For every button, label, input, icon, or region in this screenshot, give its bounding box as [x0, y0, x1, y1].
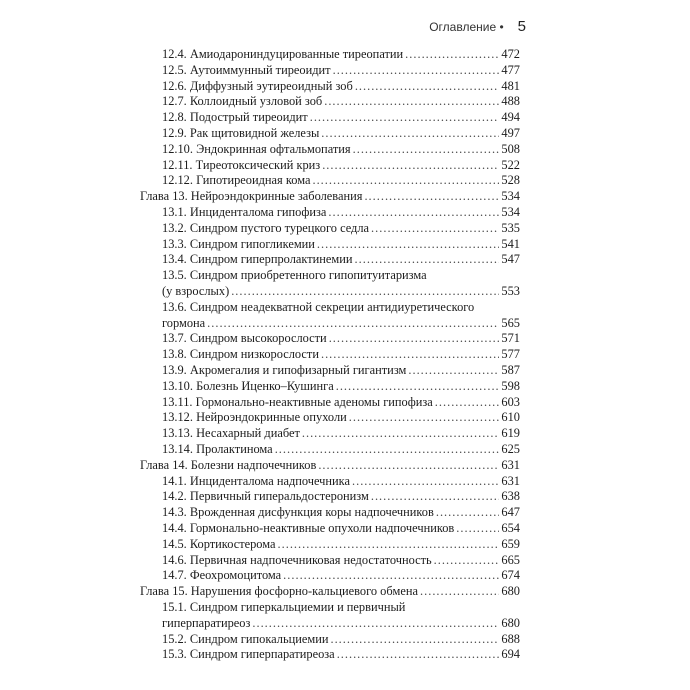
toc-section-entry — [162, 567, 520, 583]
toc-section-entry — [162, 409, 520, 425]
toc-section-entry — [162, 362, 520, 378]
toc-leader-dots — [434, 552, 500, 568]
toc-section-entry — [162, 204, 520, 220]
toc-section-entry — [162, 267, 427, 283]
toc-entry-page: 680 — [501, 584, 520, 599]
toc-entry-label: 12.7. Коллоидный узловой зоб — [162, 94, 323, 109]
toc-entry-label: Глава 14. Болезни надпочечников — [140, 457, 317, 472]
toc-entry-label: 13.14. Пролактинома — [162, 442, 273, 456]
toc-section-entry — [162, 141, 520, 157]
toc-entry-label: 13.4. Синдром гиперпролактинемии — [162, 252, 353, 267]
toc-section-entry — [162, 315, 520, 331]
toc-entry-page: 631 — [501, 473, 520, 488]
toc-entry-label: 13.11. Гормонально-неактивные аденомы гипофиза — [162, 394, 433, 409]
toc-section-entry — [162, 552, 520, 568]
toc-leader-dots — [329, 330, 500, 346]
toc-entry-label: 15.2. Синдром гипокальциемии — [162, 631, 329, 646]
toc-section-entry — [162, 220, 520, 236]
toc-section-entry — [162, 78, 520, 94]
toc-section-entry — [162, 251, 520, 267]
toc-section-entry — [162, 425, 520, 441]
toc-section-entry — [162, 488, 520, 504]
toc-leader-dots — [317, 236, 499, 252]
toc-section-entry — [162, 157, 520, 173]
toc-entry-label: 13.8. Синдром низкорослости — [162, 347, 319, 362]
toc-entry-label: 12.8. Подострый тиреоидит — [162, 110, 308, 125]
toc-entry-page: 674 — [501, 568, 520, 583]
toc-section-entry — [162, 172, 520, 188]
toc-entry-page: 553 — [501, 284, 520, 298]
toc-entry-label: 12.5. Аутоиммунный тиреоидит — [162, 62, 331, 77]
toc-section-entry — [162, 394, 520, 410]
toc-leader-dots — [328, 204, 499, 220]
toc-section-entry — [162, 520, 520, 536]
toc-leader-dots — [231, 283, 499, 299]
toc-section-entry — [162, 299, 474, 315]
toc-leader-dots — [349, 409, 500, 425]
toc-entry-page: 528 — [501, 173, 520, 188]
toc-section-entry — [162, 283, 520, 299]
toc-entry-label: 13.2. Синдром пустого турецкого седла — [162, 220, 370, 235]
toc-leader-dots — [283, 567, 499, 583]
toc-entry-label: 13.10. Болезнь Иценко–Кушинга — [162, 378, 334, 393]
toc-entry-page: 631 — [501, 457, 520, 472]
toc-entry-label: гиперпаратиреоз — [162, 615, 251, 630]
toc-section-entry — [162, 646, 520, 662]
toc-entry-page: 488 — [501, 94, 520, 109]
toc-entry-page: 535 — [501, 220, 520, 235]
toc-entry-label: 12.12. Гипотиреоидная кома — [162, 173, 311, 188]
toc-leader-dots — [420, 583, 499, 599]
toc-leader-dots — [405, 46, 499, 62]
toc-section-entry — [162, 62, 520, 78]
toc-leader-dots — [371, 488, 500, 504]
toc-leader-dots — [436, 504, 500, 520]
toc-entry-label: (у взрослых) — [162, 284, 230, 298]
toc-leader-dots — [278, 536, 500, 552]
toc-leader-dots — [321, 125, 499, 141]
toc-leader-dots — [275, 441, 500, 457]
toc-section-entry — [162, 125, 520, 141]
toc-leader-dots — [435, 394, 500, 410]
toc-section-entry — [162, 504, 520, 520]
toc-entry-page: 565 — [501, 315, 520, 330]
toc-section-entry — [162, 441, 520, 457]
toc-leader-dots — [318, 457, 499, 473]
toc-entry-page: 587 — [501, 363, 520, 377]
toc-entry-page: 680 — [501, 615, 520, 630]
toc-leader-dots — [310, 109, 500, 125]
toc-entry-page: 522 — [501, 157, 520, 172]
toc-leader-dots — [353, 141, 500, 157]
toc-leader-dots — [322, 157, 499, 173]
toc-leader-dots — [355, 78, 500, 94]
toc-entry-page: 625 — [501, 442, 520, 456]
toc-entry-label: 14.5. Кортикостерома — [162, 536, 276, 551]
toc-entry-page: 619 — [501, 426, 520, 441]
toc-leader-dots — [321, 346, 499, 362]
toc-entry-label: 14.4. Гормонально-неактивные опухоли надпочечников — [162, 521, 455, 535]
toc-leader-dots — [337, 646, 500, 662]
toc-entry-label: 14.6. Первичная надпочечниковая недостаточность — [162, 552, 432, 567]
toc-section-entry — [162, 46, 520, 62]
toc-section-entry — [162, 93, 520, 109]
toc-entry-label: 14.1. Инциденталома надпочечника — [162, 473, 351, 488]
toc-entry-page: 665 — [501, 552, 520, 567]
toc-leader-dots — [312, 172, 499, 188]
toc-entry-page: 694 — [501, 647, 520, 662]
toc-section-entry — [162, 615, 520, 631]
running-head-title: Оглавление • — [429, 20, 504, 34]
toc-leader-dots — [371, 220, 499, 236]
toc-section-entry — [162, 631, 520, 647]
toc-entry-page: 541 — [501, 236, 520, 251]
toc-leader-dots — [330, 631, 499, 647]
toc-entry-page: 494 — [501, 110, 520, 125]
toc-entry-page: 577 — [501, 347, 520, 362]
toc-entry-label: 13.6. Синдром неадекватной секреции антидиуретического — [162, 299, 475, 314]
toc-entry-label: 12.6. Диффузный эутиреоидный зоб — [162, 78, 353, 93]
toc-entry-label: 15.3. Синдром гиперпаратиреоза — [162, 647, 335, 662]
toc-entry-label: 13.3. Синдром гипогликемии — [162, 236, 315, 251]
toc-entry-page: 638 — [501, 489, 520, 504]
toc-entry-page: 508 — [501, 141, 520, 156]
toc-entry-label: 13.5. Синдром приобретенного гипопитуитаризма — [162, 268, 427, 283]
toc-section-entry — [162, 378, 520, 394]
toc-entry-page: 598 — [501, 378, 520, 393]
toc-chapter-entry — [140, 188, 520, 204]
toc-entry-label: 12.9. Рак щитовидной железы — [162, 126, 320, 140]
toc-leader-dots — [456, 520, 499, 536]
toc-leader-dots — [355, 251, 500, 267]
toc-entry-page: 497 — [501, 126, 520, 140]
toc-leader-dots — [207, 315, 499, 331]
toc-entry-page: 654 — [501, 521, 520, 535]
toc-entry-label: 12.11. Тиреотоксический криз — [162, 157, 321, 172]
page-number: 5 — [517, 18, 526, 35]
toc-leader-dots — [252, 615, 499, 631]
toc-entry-page: 472 — [501, 47, 520, 61]
toc-entry-label: 12.10. Эндокринная офтальмопатия — [162, 141, 351, 156]
toc-chapter-entry — [140, 583, 520, 599]
toc-entry-label: 14.3. Врожденная дисфункция коры надпочечников — [162, 505, 434, 520]
toc-entry-label: 13.12. Нейроэндокринные опухоли — [162, 410, 347, 425]
toc-leader-dots — [364, 188, 499, 204]
toc-section-entry — [162, 346, 520, 362]
toc-entry-label: 15.1. Синдром гиперкальциемии и первичный — [162, 600, 406, 614]
toc-entry-page: 659 — [501, 536, 520, 551]
toc-leader-dots — [336, 378, 500, 394]
toc-entry-label: 12.4. Амиодарониндуцированные тиреопатии — [162, 47, 404, 61]
toc-entry-label: 13.1. Инциденталома гипофиза — [162, 205, 327, 219]
toc-section-entry — [162, 236, 520, 252]
toc-entry-page: 477 — [501, 62, 520, 77]
toc-leader-dots — [324, 93, 499, 109]
toc-section-entry — [162, 599, 405, 615]
toc-entry-page: 547 — [501, 252, 520, 267]
toc-entry-page: 534 — [501, 189, 520, 204]
toc-leader-dots — [408, 362, 499, 378]
toc-entry-page: 571 — [501, 331, 520, 346]
toc-leader-dots — [333, 62, 500, 78]
toc-entry-label: гормона — [162, 315, 206, 330]
toc-entry-label: 14.7. Феохромоцитома — [162, 568, 282, 583]
toc-entry-label: 13.13. Несахарный диабет — [162, 426, 300, 441]
toc-entry-page: 534 — [501, 205, 520, 219]
running-head — [398, 18, 526, 38]
toc-section-entry — [162, 536, 520, 552]
toc-leader-dots — [352, 473, 499, 489]
toc-entry-label: 13.9. Акромегалия и гипофизарный гигантизм — [162, 363, 407, 377]
toc-chapter-entry — [140, 457, 520, 473]
toc-entry-page: 603 — [501, 394, 520, 409]
toc-entry-label: Глава 15. Нарушения фосфорно-кальциевого обмена — [140, 584, 419, 599]
toc-entry-page: 647 — [501, 505, 520, 520]
toc-section-entry — [162, 330, 520, 346]
toc-entry-page: 610 — [501, 410, 520, 425]
toc-entry-label: 14.2. Первичный гиперальдостеронизм — [162, 489, 369, 504]
toc-entry-label: Глава 13. Нейроэндокринные заболевания — [140, 189, 363, 204]
toc-section-entry — [162, 109, 520, 125]
toc-entry-page: 688 — [501, 631, 520, 646]
toc-entry-label: 13.7. Синдром высокорослости — [162, 331, 327, 346]
toc-leader-dots — [302, 425, 500, 441]
toc-entry-page: 481 — [501, 78, 520, 93]
toc-section-entry — [162, 473, 520, 489]
